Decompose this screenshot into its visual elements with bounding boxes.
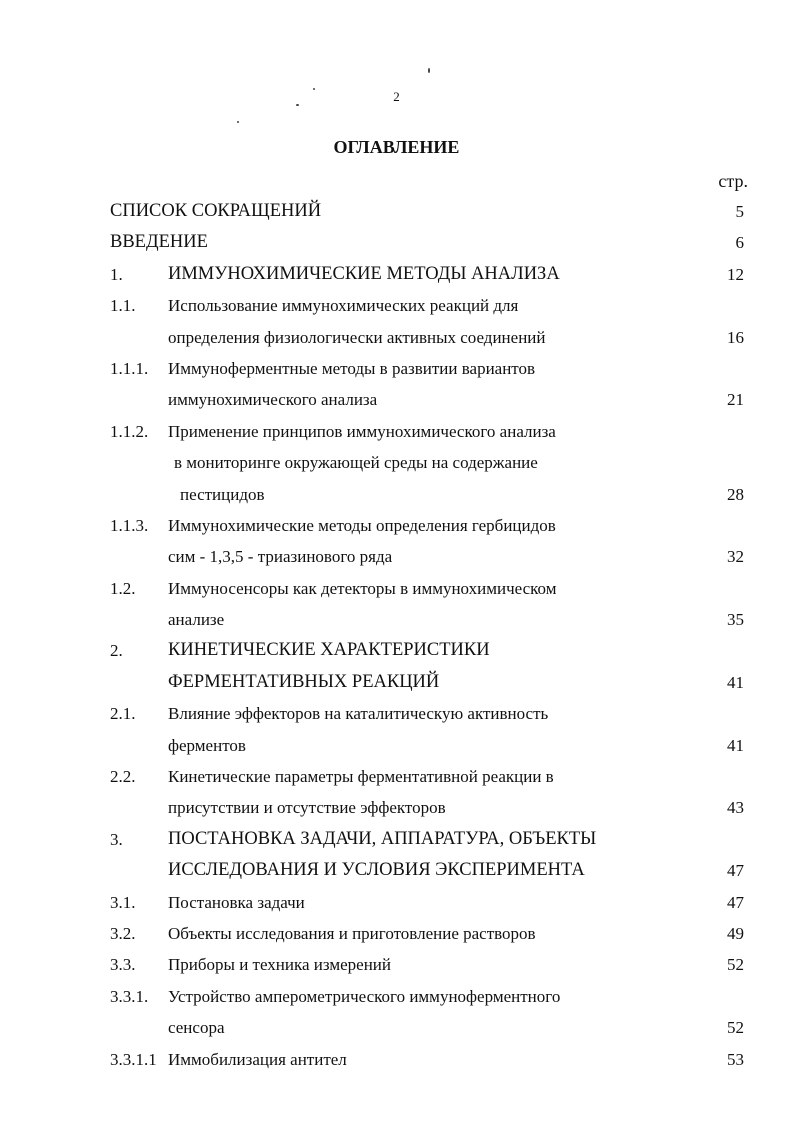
toc-entry	[110, 887, 748, 918]
scan-speck	[313, 88, 315, 90]
toc-entry-number: 1.2.	[110, 578, 136, 598]
toc-entry	[110, 510, 748, 541]
toc-entry	[110, 792, 748, 823]
toc-entry-page: 53	[727, 1049, 744, 1069]
toc-entry	[110, 635, 748, 666]
toc-entry-text: Применение принципов иммунохимического анализа	[168, 421, 556, 441]
toc-entry-page: 43	[727, 798, 744, 818]
toc-entry	[110, 949, 748, 980]
toc-entry-text: ИССЛЕДОВАНИЯ И УСЛОВИЯ ЭКСПЕРИМЕНТА	[168, 860, 585, 881]
toc-entry-text: сим - 1,3,5 - триазинового ряда	[168, 547, 393, 567]
toc-entry-text: Постановка задачи	[168, 892, 305, 912]
toc-entry-number: 3.2.	[110, 923, 136, 943]
table-of-contents	[110, 196, 748, 1075]
toc-entry-number: 1.1.2.	[110, 421, 149, 441]
toc-entry-page: 12	[727, 264, 744, 284]
toc-entry-text: Использование иммунохимических реакций для	[168, 296, 519, 316]
toc-entry-text: Приборы и техника измерений	[168, 955, 392, 975]
toc-entry-text: Устройство амперометрического иммуноферментного	[168, 986, 561, 1006]
toc-entry-text: СПИСОК СОКРАЩЕНИЙ	[110, 201, 322, 221]
toc-entry-number: 3.	[110, 829, 123, 849]
toc-entry	[110, 259, 748, 290]
toc-entry-number: 2.	[110, 641, 123, 661]
toc-entry-text: Иммобилизация антител	[168, 1049, 347, 1069]
toc-entry	[110, 604, 748, 635]
toc-entry-number: 1.1.1.	[110, 358, 149, 378]
toc-entry-number: 1.	[110, 264, 123, 284]
toc-entry-text: Иммуноферментные методы в развитии вариантов	[168, 358, 536, 378]
toc-entry	[110, 196, 748, 227]
toc-entry	[110, 384, 748, 415]
toc-entry	[110, 290, 748, 321]
toc-entry	[110, 479, 748, 510]
toc-entry-number: 3.1.	[110, 892, 136, 912]
toc-entry-page: 41	[727, 672, 744, 692]
toc-entry-page: 52	[727, 1018, 744, 1038]
toc-entry-text: Влияние эффекторов на каталитическую активность	[168, 704, 549, 724]
toc-entry	[110, 981, 748, 1012]
toc-entry	[110, 227, 748, 258]
toc-entry	[110, 322, 748, 353]
page-column-label: стр.	[718, 171, 748, 191]
toc-entry	[110, 918, 748, 949]
toc-entry-text: Объекты исследования и приготовление растворов	[168, 923, 536, 943]
toc-entry	[110, 855, 748, 886]
toc-entry-number: 1.1.3.	[110, 515, 149, 535]
toc-entry-text: иммунохимического анализа	[168, 390, 378, 410]
toc-entry	[110, 824, 748, 855]
toc-entry	[110, 667, 748, 698]
toc-entry	[110, 1012, 748, 1043]
toc-entry-text: Иммуносенсоры как детекторы в иммунохимическом	[168, 578, 557, 598]
toc-entry-page: 6	[735, 233, 744, 253]
toc-entry-page: 16	[727, 327, 744, 347]
toc-entry	[110, 541, 748, 572]
scan-speck	[296, 104, 299, 106]
toc-entry-text: ИММУНОХИМИЧЕСКИЕ МЕТОДЫ АНАЛИЗА	[168, 263, 560, 284]
toc-entry-number: 2.1.	[110, 704, 136, 724]
toc-entry-number: 3.3.1.1	[110, 1049, 157, 1069]
toc-entry-text: ВВЕДЕНИЕ	[110, 232, 208, 253]
toc-entry	[110, 573, 748, 604]
page-title: ОГЛАВЛЕНИЕ	[333, 137, 460, 157]
toc-entry-page: 41	[727, 735, 744, 755]
toc-entry	[110, 447, 748, 478]
toc-entry-text: Иммунохимические методы определения гербицидов	[168, 515, 556, 535]
toc-entry	[110, 730, 748, 761]
toc-entry-page: 47	[727, 861, 744, 881]
toc-entry-page: 49	[727, 923, 744, 943]
toc-entry-text: пестицидов	[180, 484, 265, 504]
toc-entry-page: 52	[727, 955, 744, 975]
toc-entry-page: 32	[727, 547, 744, 567]
scan-speck	[428, 68, 430, 73]
toc-entry	[110, 353, 748, 384]
toc-entry-text: ферментов	[168, 735, 246, 755]
toc-entry-page: 21	[727, 390, 744, 410]
toc-entry-page: 5	[735, 202, 744, 221]
toc-entry-text: Кинетические параметры ферментативной реакции в	[168, 767, 554, 787]
scan-speck	[237, 121, 239, 123]
toc-entry-text: присутствии и отсутствие эффекторов	[168, 798, 446, 818]
toc-entry-number: 3.3.	[110, 955, 136, 975]
toc-entry-text: в мониторинге окружающей среды на содержание	[174, 453, 538, 473]
toc-entry-page: 28	[727, 484, 744, 504]
toc-entry-text: сенсора	[168, 1018, 225, 1038]
toc-entry-number: 3.3.1.	[110, 986, 149, 1006]
toc-entry-number: 2.2.	[110, 767, 136, 787]
toc-entry	[110, 761, 748, 792]
toc-entry-text: КИНЕТИЧЕСКИЕ ХАРАКТЕРИСТИКИ	[168, 640, 490, 661]
toc-entry	[110, 416, 748, 447]
toc-entry-number: 1.1.	[110, 296, 136, 316]
toc-entry	[110, 698, 748, 729]
toc-entry	[110, 1044, 748, 1075]
toc-entry-text: анализе	[168, 610, 225, 630]
page-number: 2	[393, 89, 400, 104]
toc-entry-text: определения физиологически активных соединений	[168, 327, 546, 347]
toc-entry-page: 47	[727, 892, 744, 912]
toc-entry-text: ПОСТАНОВКА ЗАДАЧИ, АППАРАТУРА, ОБЪЕКТЫ	[168, 828, 597, 849]
toc-entry-page: 35	[727, 610, 744, 630]
toc-entry-text: ФЕРМЕНТАТИВНЫХ РЕАКЦИЙ	[168, 671, 440, 692]
